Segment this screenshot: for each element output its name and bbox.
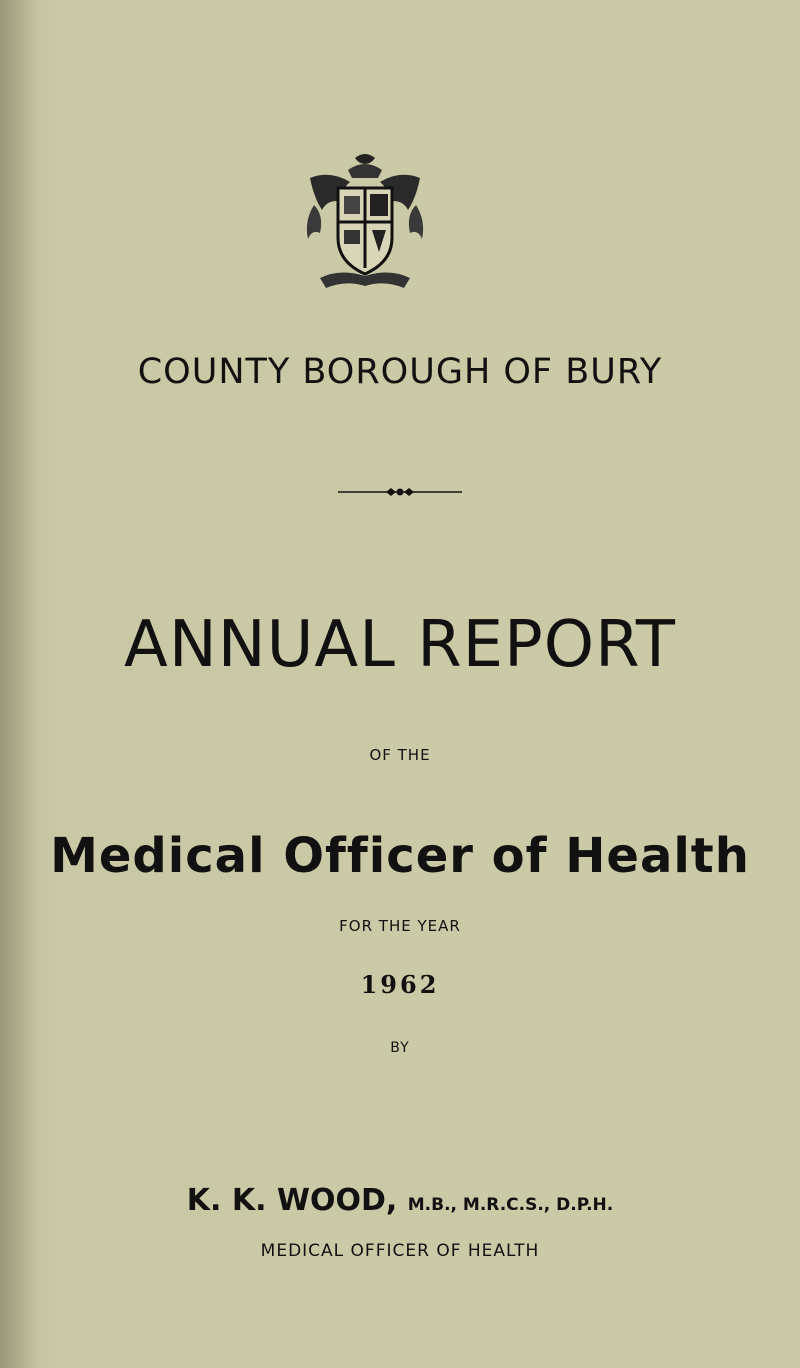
page-edge-shadow: [0, 0, 40, 1368]
coat-of-arms-icon: [300, 150, 430, 300]
report-year: 1962: [360, 970, 440, 999]
borough-name: COUNTY BOROUGH OF BURY: [137, 352, 663, 392]
author-name: K. K. WOOD,: [186, 1183, 398, 1218]
author-role: MEDICAL OFFICER OF HEALTH: [260, 1241, 540, 1261]
author-line: [0, 1183, 800, 1218]
report-subject: Medical Officer of Health: [50, 828, 750, 884]
by-label: BY: [390, 1040, 410, 1056]
of-the-label: OF THE: [369, 746, 431, 764]
author-qualifications: M.B., M.R.C.S., D.P.H.: [407, 1195, 614, 1215]
for-the-year-label: FOR THE YEAR: [339, 917, 461, 935]
ornamental-divider-icon: [338, 486, 462, 498]
report-title: ANNUAL REPORT: [124, 608, 676, 682]
